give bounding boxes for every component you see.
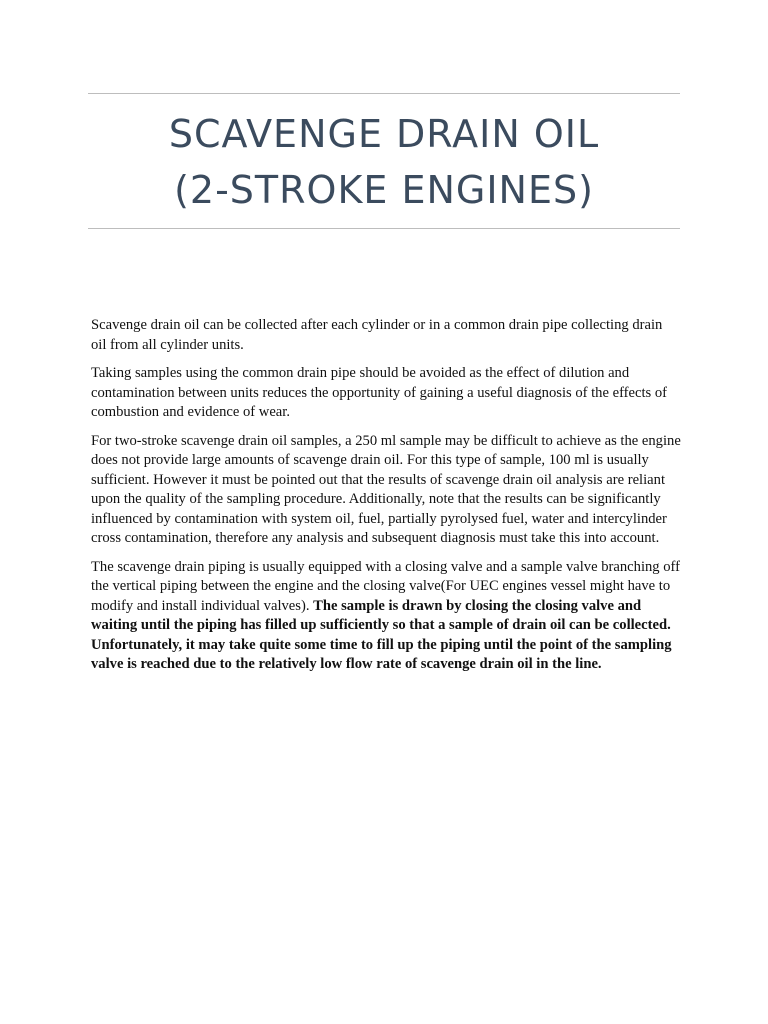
paragraph-4 bbox=[91, 558, 681, 675]
title-top-rule bbox=[88, 93, 680, 94]
paragraph-4-bold-text: The sample is drawn by closing the closing valve and waiting until the piping has filled up sufficiently so that a sample of drain oil can be collected. Unfortunately, it may take quite some time to fill up the piping until the point of the sampling valve is reached due to the relatively low flow rate of scavenge drain oil in the line. bbox=[91, 597, 672, 672]
title-line-2: (2-STROKE ENGINES) bbox=[174, 168, 594, 212]
paragraph-3: For two-stroke scavenge drain oil samples, a 250 ml sample may be difficult to achieve as the engine does not provide large amounts of scavenge drain oil. For this type of sample, 100 ml is usually sufficient. However it must be pointed out that the results of scavenge drain oil analysis are reliant upon the quality of the sampling procedure. Additionally, note that the results can be significantly influenced by contamination with system oil, fuel, partially pyrolysed fuel, water and intercylinder cross contamination, therefore any analysis and subsequent diagnosis must take this into account. bbox=[91, 432, 681, 546]
document-body bbox=[91, 316, 681, 684]
paragraph-4-regular-text: The scavenge drain piping is usually equipped with a closing valve and a sample valve branching off the vertical piping between the engine and the closing valve(For UEC engines vessel might have to modify and install individual valves). bbox=[91, 558, 680, 614]
page-title bbox=[88, 106, 680, 218]
paragraph-2: Taking samples using the common drain pipe should be avoided as the effect of dilution and contamination between units reduces the opportunity of gaining a useful diagnosis of the effects of combustion and evidence of wear. bbox=[91, 365, 668, 420]
title-line-1: SCAVENGE DRAIN OIL bbox=[168, 112, 600, 156]
paragraph-1: Scavenge drain oil can be collected after each cylinder or in a common drain pipe collecting drain oil from all cylinder units. bbox=[91, 317, 663, 353]
title-bottom-rule bbox=[88, 228, 680, 229]
